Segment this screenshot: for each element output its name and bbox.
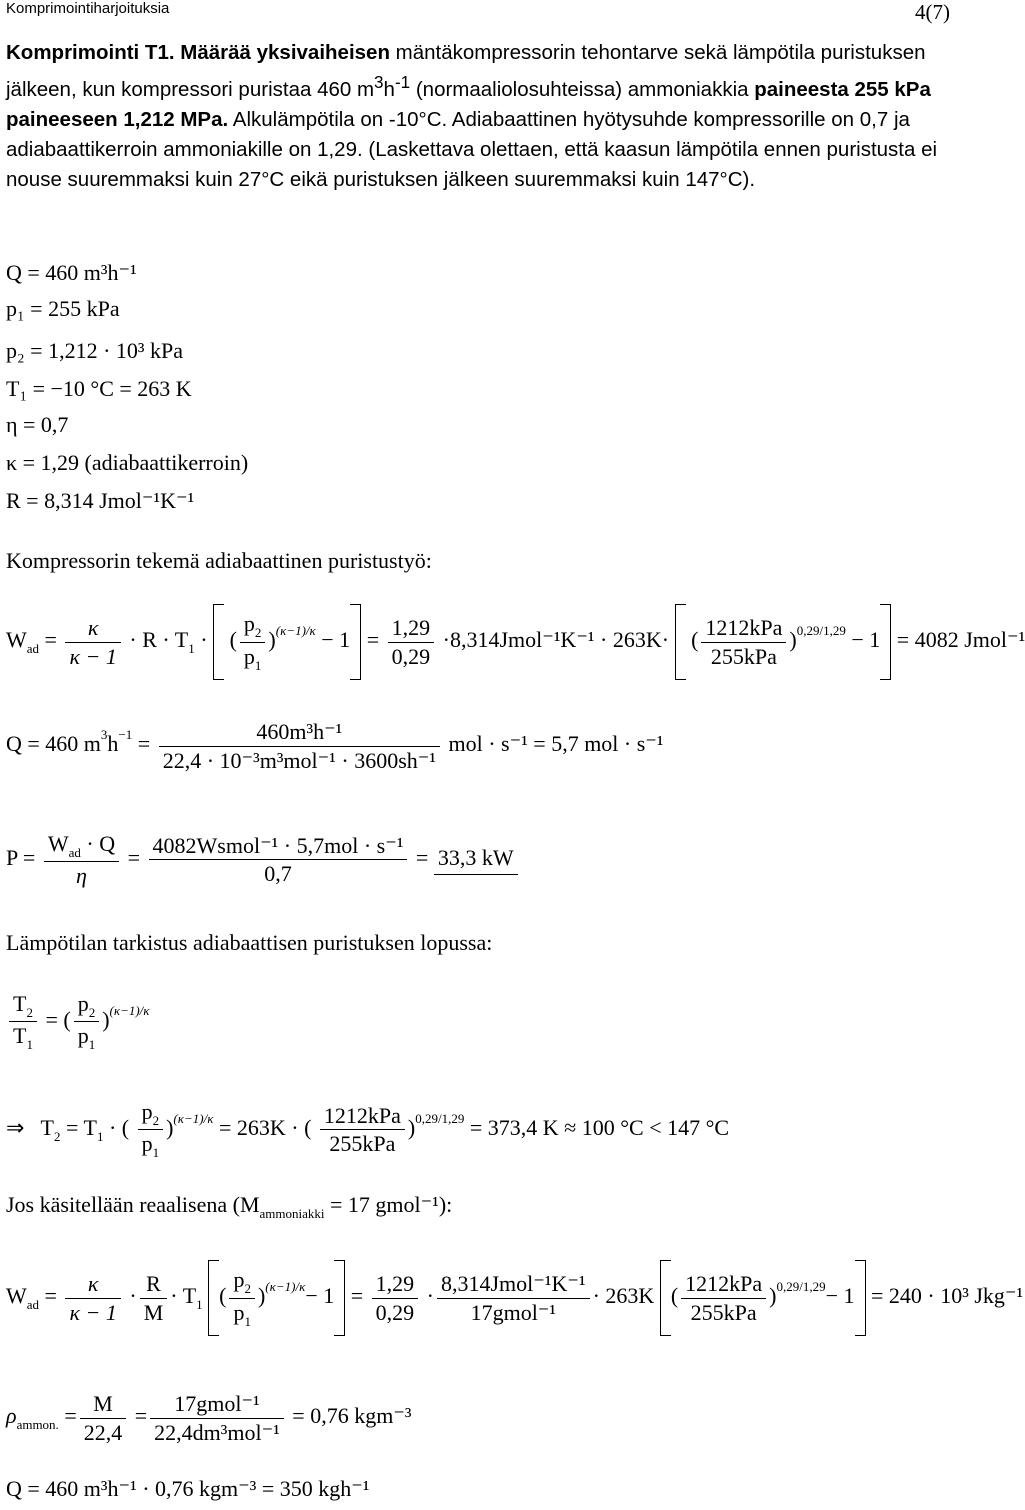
given-kappa: κ = 1,29 (adiabaattikerroin) [6, 450, 249, 475]
given-r: R = 8,314 Jmol⁻¹K⁻¹ [6, 488, 195, 513]
real-result: = 240 · 10³ Jkg⁻¹ [871, 1283, 1024, 1309]
equation-wad-real: $W_{ad}$ = $\frac{\kappa}{\kappa - 1}$ · $\frac{R}{M}$ · $T_1$ ( $\frac{p_2}{p_1}$ )$^{(\kappa-1)/\kappa}$− 1 = $\frac{1,29}{0,29}$ · 8,314Jmol⁻¹K⁻¹ 17gmol⁻¹ · 263K ( 1212kPa 255kPa )$^{0,29/1,29}$− 1 = 240 · 10³ Jkg⁻¹ [6, 1260, 1023, 1336]
problem-text-1: mäntäkompressorin tehontarve sekä lämpötila puristuksen jälkeen, kun kompressori puristaa 460 m [6, 41, 926, 101]
t2-exp: 0,29/1,29 [415, 1110, 465, 1126]
equation-mass-flow: Q = 460 m³h⁻¹ · 0,76 kgm⁻³ = 350 kgh⁻¹ [6, 1476, 370, 1501]
page-number: 4(7) [915, 0, 950, 24]
rho-num: 17gmol⁻¹ [150, 1390, 284, 1419]
wad-kappa: 1,29 [388, 614, 435, 643]
problem-text-3: (normaaliolosuhteissa) ammoniakkia [410, 77, 755, 101]
section-real [6, 1192, 452, 1222]
sup-minus1: -1 [394, 73, 411, 92]
rho-den: 22,4dm³mol⁻¹ [154, 1419, 280, 1445]
real-kappa: 1,29 [372, 1270, 419, 1299]
real-p1: 255kPa [690, 1299, 757, 1325]
wad-exp: 0,29/1,29 [796, 623, 846, 639]
problem-text-2: h [383, 77, 395, 101]
q-result: mol · s⁻¹ = 5,7 mol · s⁻¹ [448, 731, 664, 757]
problem-title: Komprimointi T1. [6, 41, 175, 64]
wad-kappa-1: 0,29 [391, 643, 431, 669]
sup-3: 3 [374, 73, 384, 92]
real-sub: ammoniakki [259, 1206, 325, 1221]
q-num: 460m³h⁻¹ [159, 718, 440, 747]
given-t1: T₁ = −10 °C = 263 K [6, 376, 192, 401]
equation-rho: $\rho_{ammon.}$ = $\frac{M}{22,4}$ = 17gmol⁻¹ 22,4dm³mol⁻¹ = 0,76 kgm⁻³ [6, 1391, 412, 1445]
q-den: 22,4 · 10⁻³m³mol⁻¹ · 3600sh⁻¹ [162, 747, 436, 773]
equation-wad: $W_{ad}$ = $\frac{\kappa}{\kappa - 1}$ · $R \cdot T_1$ · ( $\frac{p_2}{p_1}$ )$^{(\kappa-1)/\kappa}$ − 1 = $\frac{1,29}{0,29}$ ·8,314Jmol⁻¹K⁻¹ · 263K· ( 1212kPa 255kPa )$^{0,29/1,29}$ − 1 = 4082 Jmol⁻¹ [6, 604, 1025, 680]
p-result: 33,3 kW [434, 845, 518, 875]
real-end: = 17 gmol⁻¹): [324, 1192, 453, 1217]
p-num: 4082Wsmol⁻¹ · 5,7mol · s⁻¹ [149, 832, 408, 861]
real-p2: 1212kPa [681, 1270, 766, 1299]
equation-q-molar: Q = 460 $m^3h^{-1}$ = 460m³h⁻¹ 22,4 · 10⁻³m³mol⁻¹ · 3600sh⁻¹ mol · s⁻¹ = 5,7 mol · s⁻¹ [6, 719, 664, 773]
equation-power: P = $W_{ad} \cdot Q$ η = 4082Wsmol⁻¹ · 5,7mol · s⁻¹ 0,7 = 33,3 kW [6, 830, 518, 890]
real-exp: 0,29/1,29 [776, 1279, 826, 1295]
p-den: 0,7 [264, 861, 292, 887]
running-header: Komprimointiharjoituksia [6, 0, 170, 17]
real-label: Jos käsitellään reaalisena (M [6, 1192, 260, 1217]
problem-statement [6, 38, 951, 195]
real-kappa-1: 0,29 [375, 1299, 415, 1325]
problem-lead: Määrää yksivaiheisen [180, 41, 390, 64]
wad-p2: 1212kPa [701, 614, 786, 643]
wad-r-t: 8,314Jmol⁻¹K⁻¹ · 263K [449, 627, 662, 653]
problem-text-4: Alkulämpötila on -10°C. Adiabaattinen hyötysuhde kompressorille on 0,7 ja adiabaattikerroin ammoniakille on 1,29. (Laskettava olettaen, että kaasun lämpötila ennen puristusta ei nouse suuremmaksi kuin 27°C eikä puristuksen jälkeen suuremmaksi kuin 147°C). [6, 107, 938, 191]
rho-result: = 0,76 kgm⁻³ [292, 1403, 412, 1429]
problem-pressures: paineesta 255 kPa paineeseen 1,212 MPa. [6, 77, 931, 131]
wad-p1: 255kPa [710, 643, 777, 669]
wad-result: = 4082 Jmol⁻¹ [896, 627, 1025, 653]
given-p2: p₂ = 1,212 · 10³ kPa [6, 338, 183, 363]
section-work: Kompressorin tekemä adiabaattinen puristustyö: [6, 548, 432, 573]
given-q: Q = 460 m³h⁻¹ [6, 260, 137, 285]
equation-t-ratio: $\frac{T_2}{T_1}$ = ( $\frac{p_2}{p_1}$ )$^{(\kappa-1)/\kappa}$ [6, 990, 150, 1054]
equation-t2: ⇒ $T_2 = T_1$ · ( $\frac{p_2}{p_1}$ )$^{(\kappa-1)/\kappa}$ = 263K · ( 1212kPa 255kPa )$^{0,29/1,29}$ = 373,4 K ≈ 100 °C < 147 °C [6, 1099, 730, 1161]
given-eta: η = 0,7 [6, 412, 69, 437]
section-temp: Lämpötilan tarkistus adiabaattisen puristuksen lopussa: [6, 930, 493, 955]
t2-p2: 1212kPa [320, 1102, 405, 1131]
t2-result: = 373,4 K ≈ 100 °C < 147 °C [469, 1114, 730, 1140]
given-p1: p₁ = 255 kPa [6, 296, 120, 321]
t2-p1: 255kPa [329, 1131, 396, 1157]
